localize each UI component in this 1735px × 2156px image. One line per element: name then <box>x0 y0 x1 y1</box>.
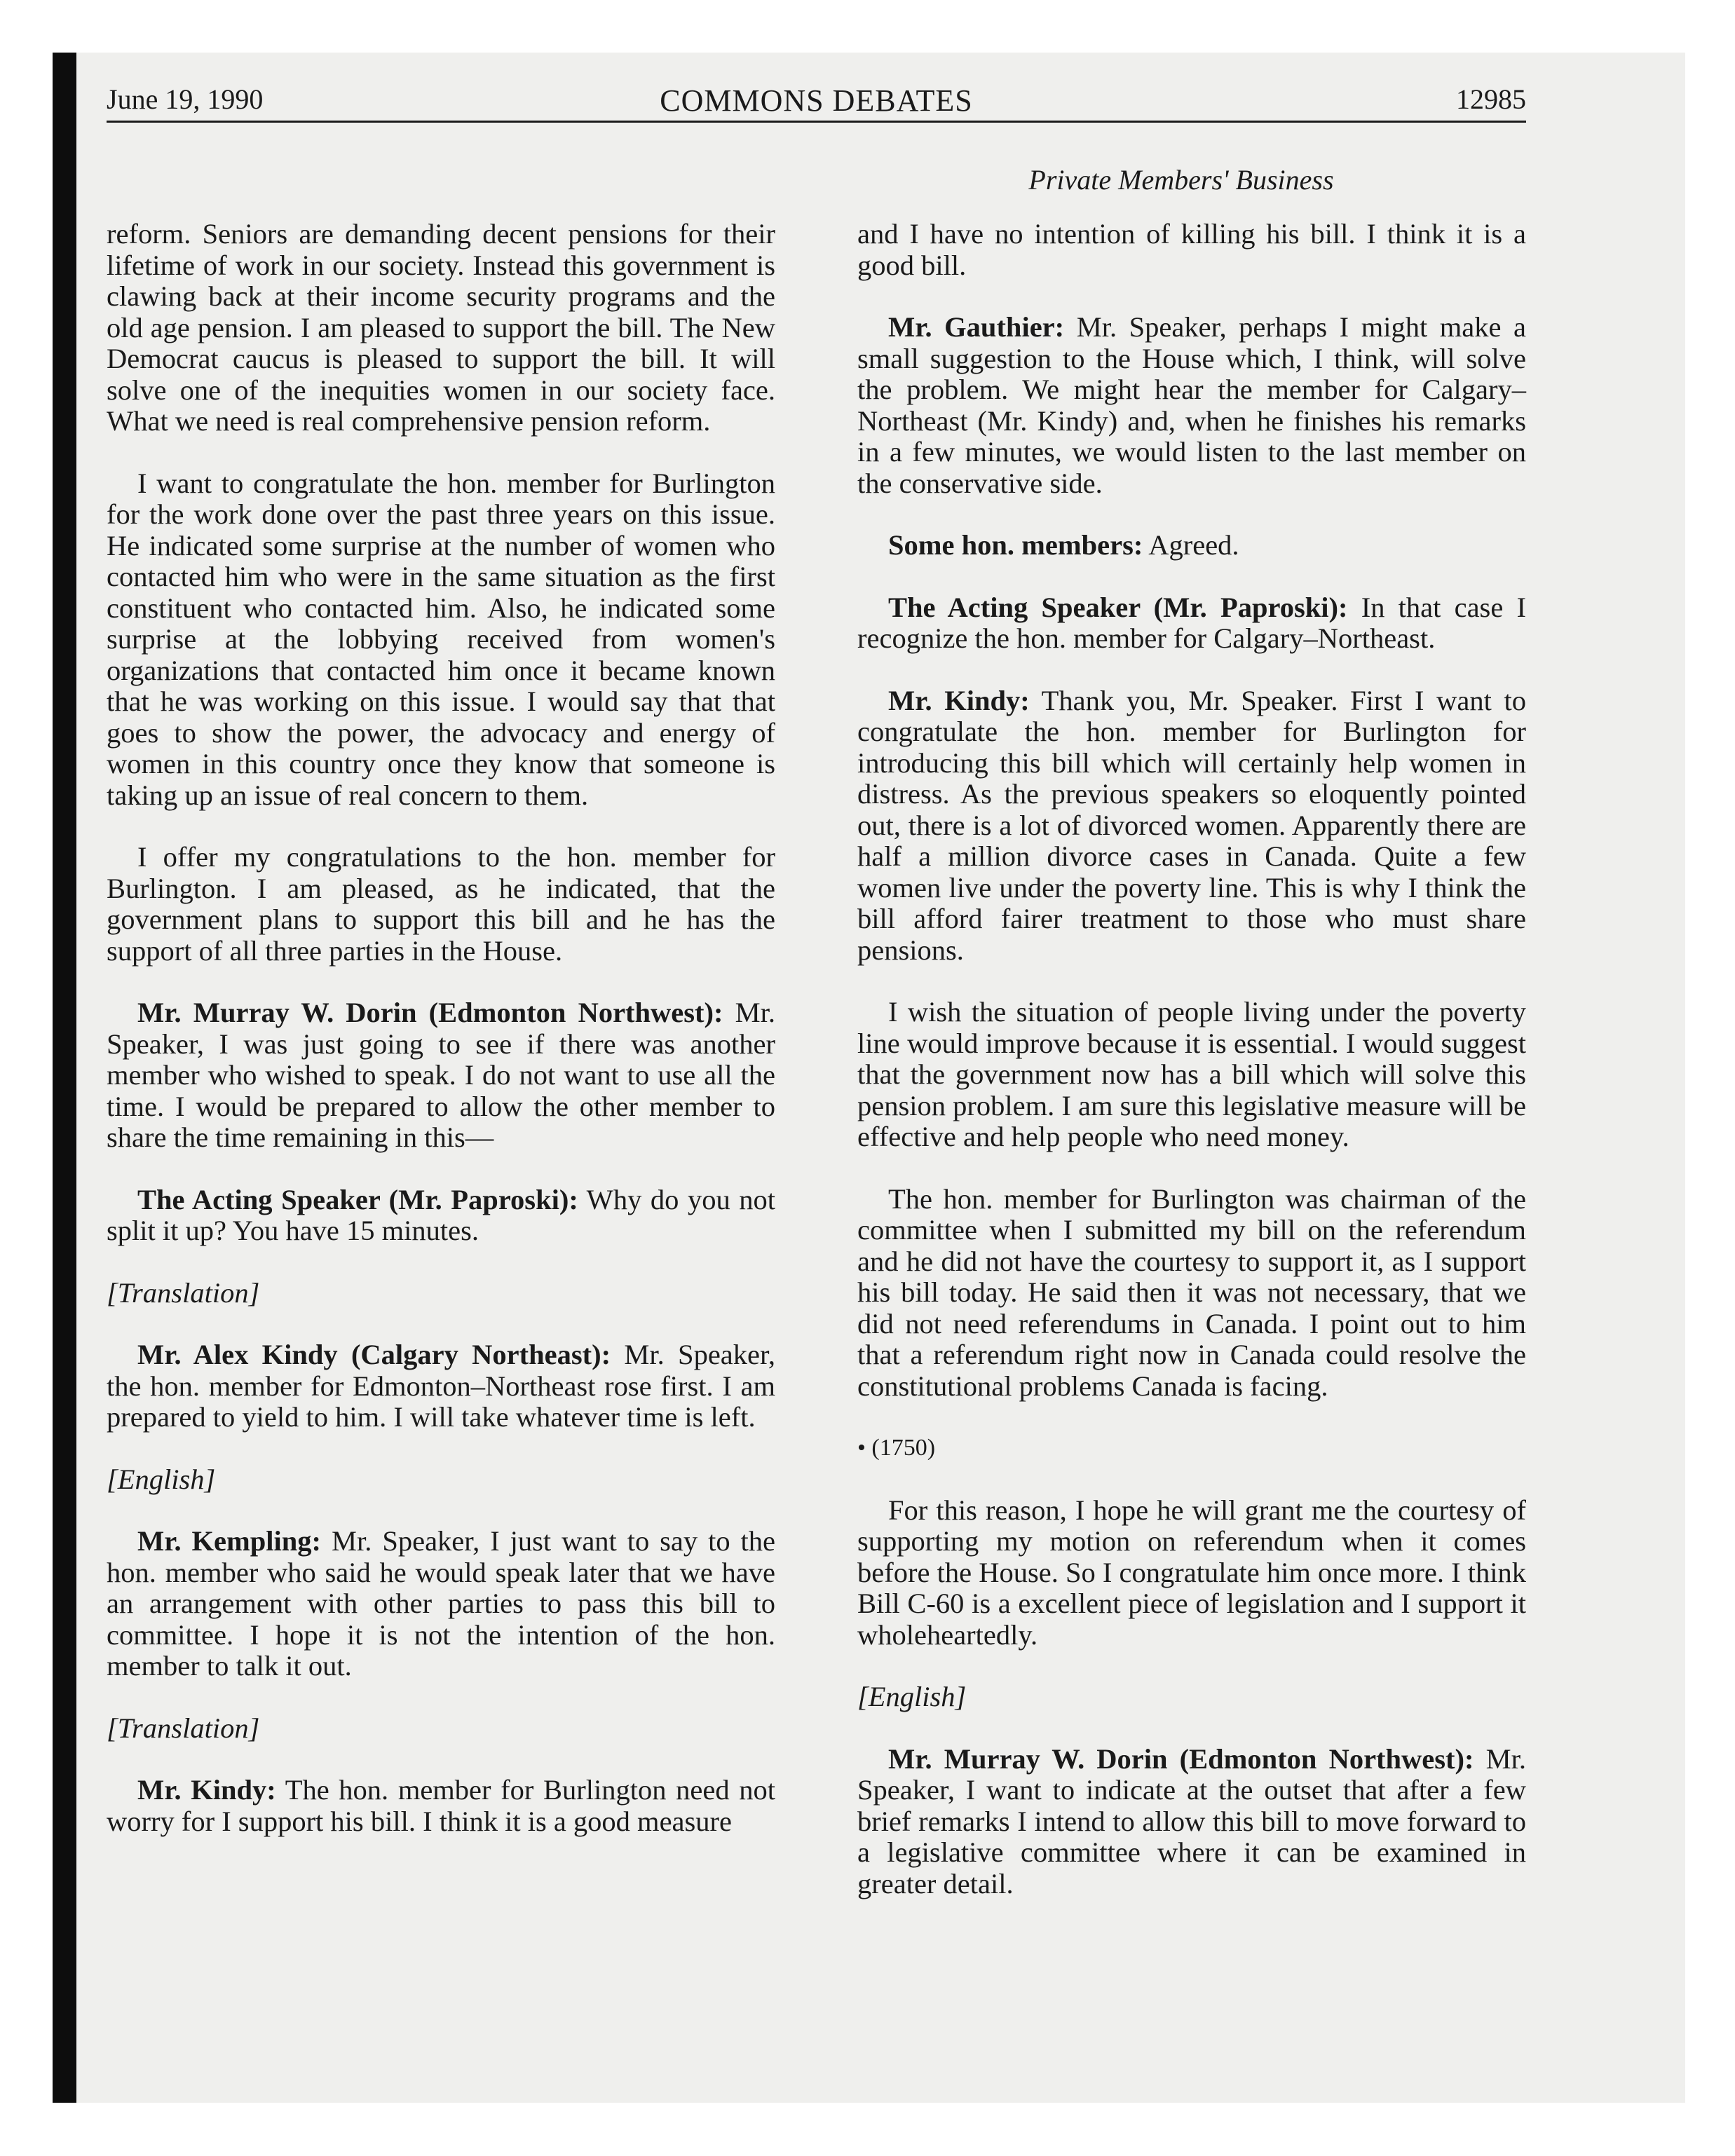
section-heading: Private Members' Business <box>1028 164 1334 196</box>
header-rule <box>107 121 1526 123</box>
header-page-number: 12985 <box>1456 83 1526 115</box>
language-marker: [Translation] <box>107 1712 260 1744</box>
language-marker: [English] <box>857 1681 967 1712</box>
speech-paragraph <box>107 997 775 1154</box>
speech-text: In that case I recognize the hon. member for Calgary–Northeast. <box>857 591 1526 654</box>
speaker-name: Mr. Kindy: <box>888 684 1030 716</box>
speech-text: Mr. Speaker, I was just going to see if there was another member who wished to speak. I do not want to use all the time. I would be prepared to allow the other member to share the time remaining in this— <box>107 997 775 1153</box>
speech-text: Mr. Speaker, the hon. member for Edmonton–Northeast rose first. I am prepared to yield to him. I will take whatever time is left. <box>107 1339 775 1433</box>
speaker-name: Mr. Murray W. Dorin (Edmonton Northwest): <box>888 1742 1474 1775</box>
paragraph: reform. Seniors are demanding decent pensions for their lifetime of work in our society. Instead this government is clawing back at their income security programs and the old age pension. I am pleased to support the bill. The New Democrat caucus is pleased to support the bill. It will solve one of the inequities women in our society face. What we need is real comprehensive pension reform. <box>107 218 775 437</box>
speech-paragraph <box>857 530 1526 561</box>
speaker-name: Mr. Alex Kindy (Calgary Northeast): <box>137 1339 611 1370</box>
paragraph: I want to congratulate the hon. member for Burlington for the work done over the past three years on this issue. He indicated some surprise at the number of women who contacted him who were in the same situation as the first constituent who contacted him. Also, he indicated some surprise at the lobbying received from women's organizations that contacted him once it became known that he was working on this issue. I would say that that goes to show the power, the advocacy and energy of women in this country once they know that someone is taking up an issue of real concern to them. <box>107 467 775 811</box>
speech-text: Mr. Speaker, perhaps I might make a small suggestion to the House which, I think, will solve the problem. We might hear the member for Calgary–Northeast (Mr. Kindy) and, when he finishes his remarks in a few minutes, we would listen to the last member on the conservative side. <box>857 311 1527 499</box>
speech-text: Why do you not split it up? You have 15 minutes. <box>107 1183 775 1246</box>
speaker-name: Some hon. members: <box>888 529 1143 561</box>
paragraph: and I have no intention of killing his bill. I think it is a good bill. <box>857 218 1526 281</box>
bullet-icon: • <box>857 1435 872 1461</box>
speaker-name: The Acting Speaker (Mr. Paproski): <box>137 1183 578 1215</box>
header-title: COMMONS DEBATES <box>660 83 973 118</box>
speech-paragraph <box>107 1185 775 1247</box>
header-date: June 19, 1990 <box>107 83 264 115</box>
speech-paragraph <box>107 1339 775 1433</box>
speech-paragraph <box>107 1775 775 1837</box>
speaker-name: The Acting Speaker (Mr. Paproski): <box>888 591 1348 623</box>
right-column <box>857 219 1526 1930</box>
speech-paragraph <box>857 312 1526 499</box>
speech-text: Thank you, Mr. Speaker. First I want to congratulate the hon. member for Burlington for introducing this bill which will certainly help women in distress. As the previous speakers so eloquently pointed out, there is a lot of divorced women. Apparently there are half a million divorce cases in Canada. Quite a few women live under the poverty line. This is why I think the bill afford fairer treatment to those who must share pensions. <box>857 684 1526 966</box>
language-marker: [English] <box>107 1463 216 1495</box>
left-column <box>107 219 775 1868</box>
speaker-name: Mr. Kempling: <box>137 1525 322 1557</box>
speech-paragraph <box>107 1526 775 1682</box>
page-header <box>107 83 1526 125</box>
speech-paragraph <box>857 685 1526 967</box>
paragraph: I wish the situation of people living under the poverty line would improve because it is essential. I would suggest that the government now has a bill which will solve this pension problem. I am sure this legislative measure will be effective and help people who need money. <box>857 996 1526 1152</box>
speech-text: Mr. Speaker, I want to indicate at the outset that after a few brief remarks I intend to allow this bill to move forward to a legislative committee where it can be examined in greater detail. <box>857 1742 1526 1899</box>
paragraph: For this reason, I hope he will grant me the courtesy of supporting my motion on referendum when it comes before the House. So I congratulate him once more. I think Bill C-60 is a excellent piece of legislation and I support it wholeheartedly. <box>857 1494 1526 1651</box>
speech-text: Agreed. <box>1143 529 1239 561</box>
speaker-name: Mr. Gauthier: <box>888 311 1065 343</box>
speaker-name: Mr. Murray W. Dorin (Edmonton Northwest): <box>137 997 723 1028</box>
speech-paragraph <box>857 592 1526 655</box>
timestamp <box>857 1433 1526 1464</box>
speaker-name: Mr. Kindy: <box>137 1774 276 1806</box>
scan-edge-shadow <box>53 53 76 2103</box>
paragraph: The hon. member for Burlington was chairman of the committee when I submitted my bill on the referendum and he did not have the courtesy to support it, as I support his bill today. He said then it was not necessary, that we did not need referendums in Canada. I point out to him that a referendum right now in Canada could resolve the constitutional problems Canada is facing. <box>857 1182 1526 1402</box>
speech-paragraph <box>857 1744 1526 1900</box>
timestamp-text: (1750) <box>871 1435 936 1461</box>
speech-text: Mr. Speaker, I just want to say to the hon. member who said he would speak later that we have an arrangement with other parties to pass this bill to committee. I hope it is not the intention of the hon. member to talk it out. <box>107 1525 775 1681</box>
paragraph: I offer my congratulations to the hon. member for Burlington. I am pleased, as he indicated, that the government plans to support this bill and he has the support of all three parties in the House. <box>107 841 775 967</box>
language-marker: [Translation] <box>107 1276 260 1309</box>
speech-text: The hon. member for Burlington need not worry for I support his bill. I think it is a good measure <box>107 1774 775 1837</box>
